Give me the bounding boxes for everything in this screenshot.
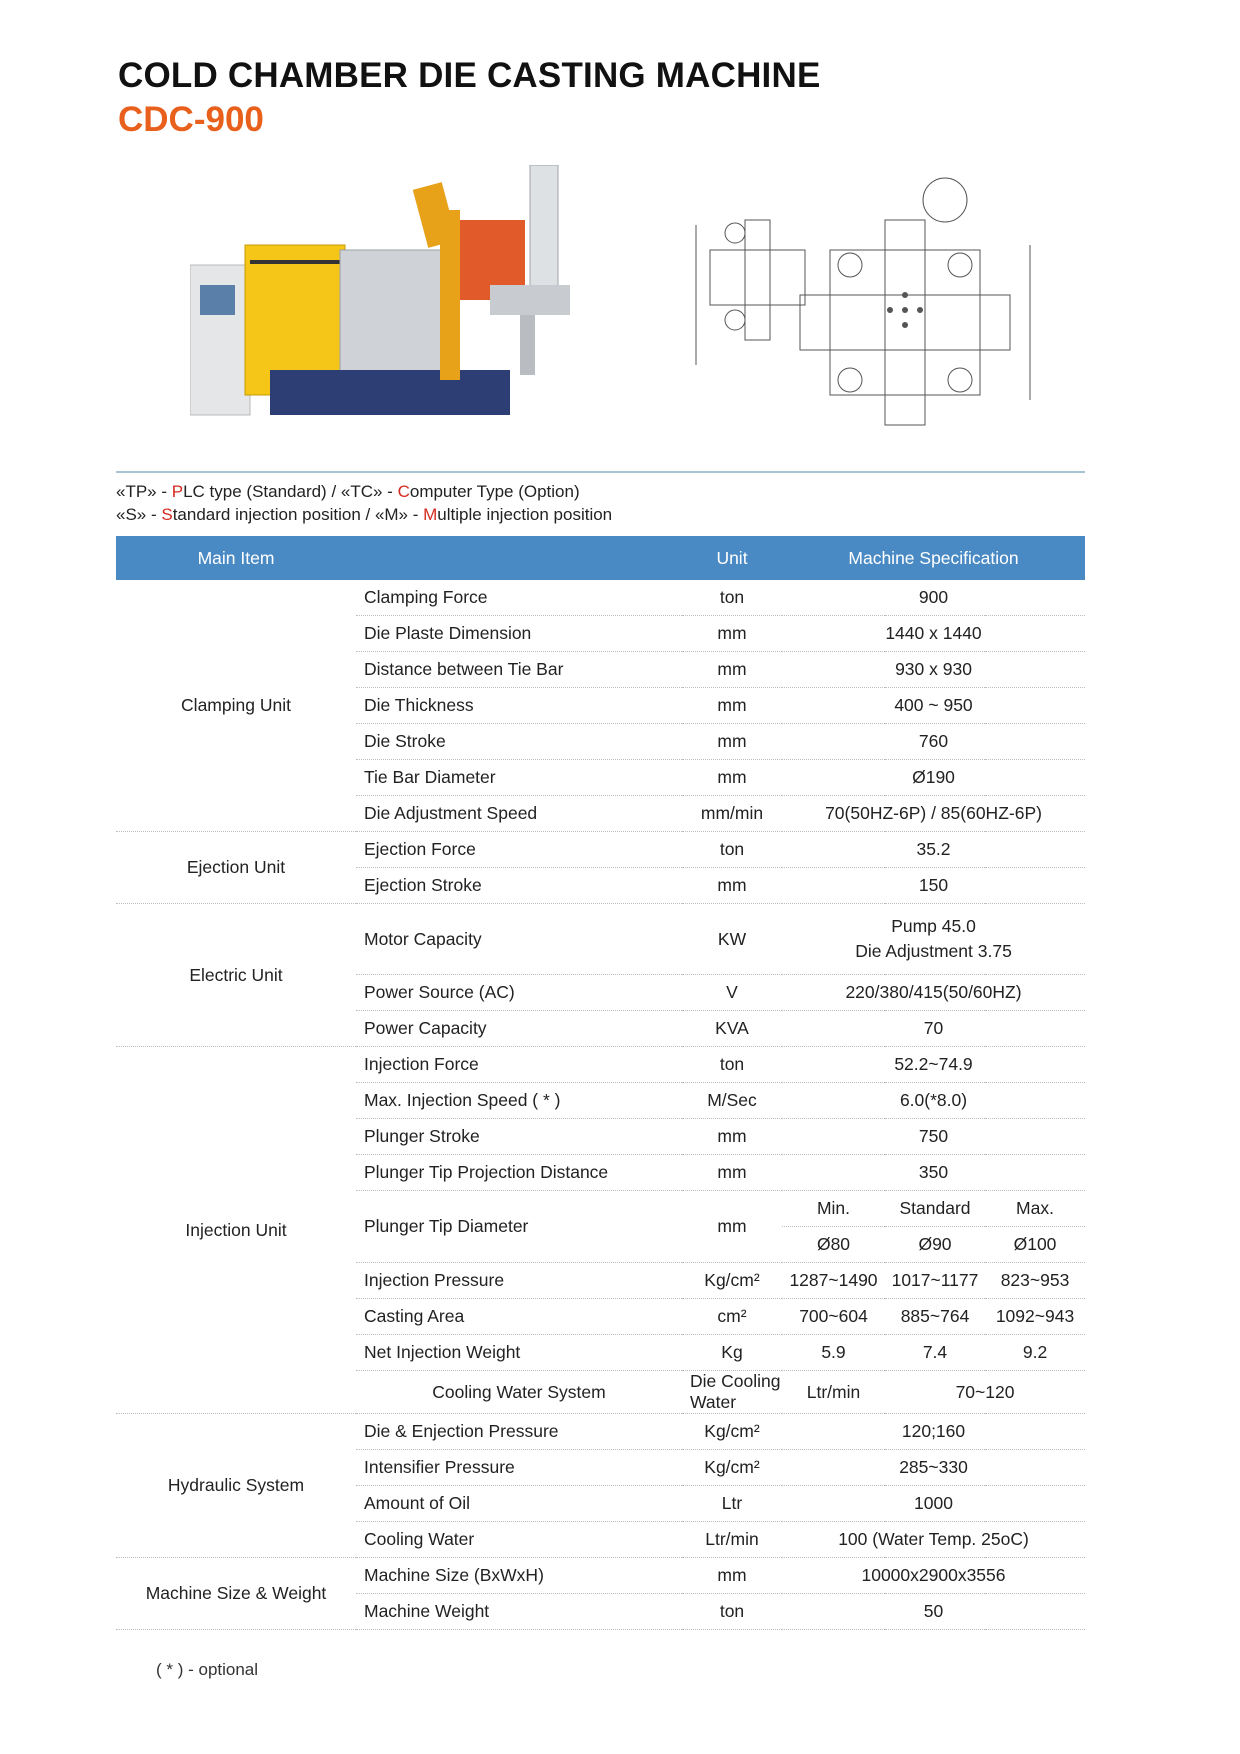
item-spec: 150: [782, 868, 1085, 904]
legend-line-injection-position: «S» - Standard injection position / «M» - Multiple injection position: [116, 505, 613, 524]
item-name: Cooling Water: [356, 1522, 682, 1558]
item-name: Plunger Stroke: [356, 1119, 682, 1155]
optional-footnote: ( * ) - optional: [156, 1660, 259, 1679]
item-unit: ton: [682, 1047, 782, 1083]
item-spec: 70: [782, 1011, 1085, 1047]
item-name: Plunger Tip Projection Distance: [356, 1155, 682, 1191]
item-name: Power Source (AC): [356, 975, 682, 1011]
item-name: Distance between Tie Bar: [356, 652, 682, 688]
item-spec: 70(50HZ-6P) / 85(60HZ-6P): [782, 796, 1085, 832]
item-unit: M/Sec: [682, 1083, 782, 1119]
item-name: Clamping Force: [356, 580, 682, 616]
model-number: CDC-900: [118, 100, 264, 139]
item-name: Machine Weight: [356, 1594, 682, 1630]
item-name: Die Adjustment Speed: [356, 796, 682, 832]
table-row: [116, 832, 1085, 868]
group-clamping-unit: Clamping Unit: [116, 580, 356, 832]
item-name: Injection Pressure: [356, 1263, 682, 1299]
item-unit: mm: [682, 760, 782, 796]
table-row: [116, 580, 1085, 616]
tip-value-min: Ø80: [782, 1227, 885, 1263]
value-standard: 885~764: [885, 1299, 985, 1335]
group-cooling-water-system: Cooling Water System: [356, 1371, 682, 1414]
item-name: Die Cooling Water: [682, 1371, 782, 1414]
value-max: 9.2: [985, 1335, 1085, 1371]
header-item: [356, 536, 682, 580]
item-spec: 400 ~ 950: [782, 688, 1085, 724]
table-row: [116, 1414, 1085, 1450]
table-header-row: [116, 536, 1085, 580]
tip-label-max: Max.: [985, 1191, 1085, 1227]
group-hydraulic-system: Hydraulic System: [116, 1414, 356, 1558]
item-name: Tie Bar Diameter: [356, 760, 682, 796]
value-max: 1092~943: [985, 1299, 1085, 1335]
item-name: Die Stroke: [356, 724, 682, 760]
item-spec: 6.0(*8.0): [782, 1083, 1085, 1119]
tip-label-standard: Standard: [885, 1191, 985, 1227]
item-name: Ejection Force: [356, 832, 682, 868]
item-unit: Kg/cm²: [682, 1263, 782, 1299]
item-unit: KVA: [682, 1011, 782, 1047]
machine-photo: [190, 165, 620, 420]
item-unit: mm: [682, 1119, 782, 1155]
item-spec: 220/380/415(50/60HZ): [782, 975, 1085, 1011]
item-spec: 50: [782, 1594, 1085, 1630]
die-plate-drawing: [690, 165, 1090, 445]
value-standard: 7.4: [885, 1335, 985, 1371]
item-unit: mm: [682, 688, 782, 724]
item-name: Die Thickness: [356, 688, 682, 724]
item-unit: mm: [682, 868, 782, 904]
group-ejection-unit: Ejection Unit: [116, 832, 356, 904]
item-spec: 285~330: [782, 1450, 1085, 1486]
item-unit: mm: [682, 616, 782, 652]
item-unit: ton: [682, 832, 782, 868]
item-name: Power Capacity: [356, 1011, 682, 1047]
item-spec: 70~120: [885, 1371, 1085, 1414]
tip-label-min: Min.: [782, 1191, 885, 1227]
item-name: Motor Capacity: [356, 904, 682, 975]
value-standard: 1017~1177: [885, 1263, 985, 1299]
spec-table: [116, 536, 1085, 1630]
item-unit: ton: [682, 1594, 782, 1630]
item-spec: 350: [782, 1155, 1085, 1191]
item-name: Ejection Stroke: [356, 868, 682, 904]
item-unit: mm: [682, 1155, 782, 1191]
item-spec: 120;160: [782, 1414, 1085, 1450]
legend-line-control-type: «TP» - PLC type (Standard) / «TC» - Computer Type (Option): [116, 482, 580, 501]
item-unit: ton: [682, 580, 782, 616]
item-name: Injection Force: [356, 1047, 682, 1083]
value-min: 700~604: [782, 1299, 885, 1335]
item-unit: mm: [682, 1191, 782, 1263]
item-name: Amount of Oil: [356, 1486, 682, 1522]
item-name: Die & Enjection Pressure: [356, 1414, 682, 1450]
item-spec: 930 x 930: [782, 652, 1085, 688]
item-name: Die Plaste Dimension: [356, 616, 682, 652]
item-spec: Ø190: [782, 760, 1085, 796]
group-electric-unit: Electric Unit: [116, 904, 356, 1047]
motor-spec-die-adjustment: Die Adjustment 3.75: [855, 941, 1012, 961]
header-unit: Unit: [682, 536, 782, 580]
item-spec: 10000x2900x3556: [782, 1558, 1085, 1594]
item-unit: mm/min: [682, 796, 782, 832]
item-name: Max. Injection Speed ( * ): [356, 1083, 682, 1119]
item-unit: Kg: [682, 1335, 782, 1371]
tip-value-max: Ø100: [985, 1227, 1085, 1263]
item-name: Machine Size (BxWxH): [356, 1558, 682, 1594]
item-name: Intensifier Pressure: [356, 1450, 682, 1486]
group-injection-unit: Injection Unit: [116, 1047, 356, 1414]
item-unit: Ltr/min: [682, 1522, 782, 1558]
item-spec: 900: [782, 580, 1085, 616]
item-unit: V: [682, 975, 782, 1011]
table-row: [116, 1558, 1085, 1594]
item-unit: cm²: [682, 1299, 782, 1335]
value-min: 5.9: [782, 1335, 885, 1371]
table-row: [116, 1047, 1085, 1083]
item-spec: 1000: [782, 1486, 1085, 1522]
item-spec: 750: [782, 1119, 1085, 1155]
item-unit: mm: [682, 724, 782, 760]
page-title: COLD CHAMBER DIE CASTING MACHINE: [118, 56, 821, 95]
group-machine-size-weight: Machine Size & Weight: [116, 1558, 356, 1630]
item-unit: Ltr/min: [782, 1371, 885, 1414]
item-name: Casting Area: [356, 1299, 682, 1335]
item-unit: Ltr: [682, 1486, 782, 1522]
value-max: 823~953: [985, 1263, 1085, 1299]
item-unit: mm: [682, 652, 782, 688]
motor-spec-pump: Pump 45.0: [891, 916, 976, 936]
table-row: [116, 904, 1085, 975]
item-name: Net Injection Weight: [356, 1335, 682, 1371]
item-spec: 760: [782, 724, 1085, 760]
value-min: 1287~1490: [782, 1263, 885, 1299]
item-spec: 52.2~74.9: [782, 1047, 1085, 1083]
item-unit: Kg/cm²: [682, 1414, 782, 1450]
item-spec: 35.2: [782, 832, 1085, 868]
item-spec: [782, 904, 1085, 975]
item-spec: 100 (Water Temp. 25oC): [782, 1522, 1085, 1558]
type-legend: [116, 480, 612, 526]
header-spec: Machine Specification: [782, 536, 1085, 580]
item-name: Plunger Tip Diameter: [356, 1191, 682, 1263]
header-main-item: Main Item: [116, 536, 356, 580]
tip-value-standard: Ø90: [885, 1227, 985, 1263]
item-unit: KW: [682, 904, 782, 975]
item-unit: Kg/cm²: [682, 1450, 782, 1486]
item-unit: mm: [682, 1558, 782, 1594]
item-spec: 1440 x 1440: [782, 616, 1085, 652]
section-divider: [116, 471, 1085, 473]
